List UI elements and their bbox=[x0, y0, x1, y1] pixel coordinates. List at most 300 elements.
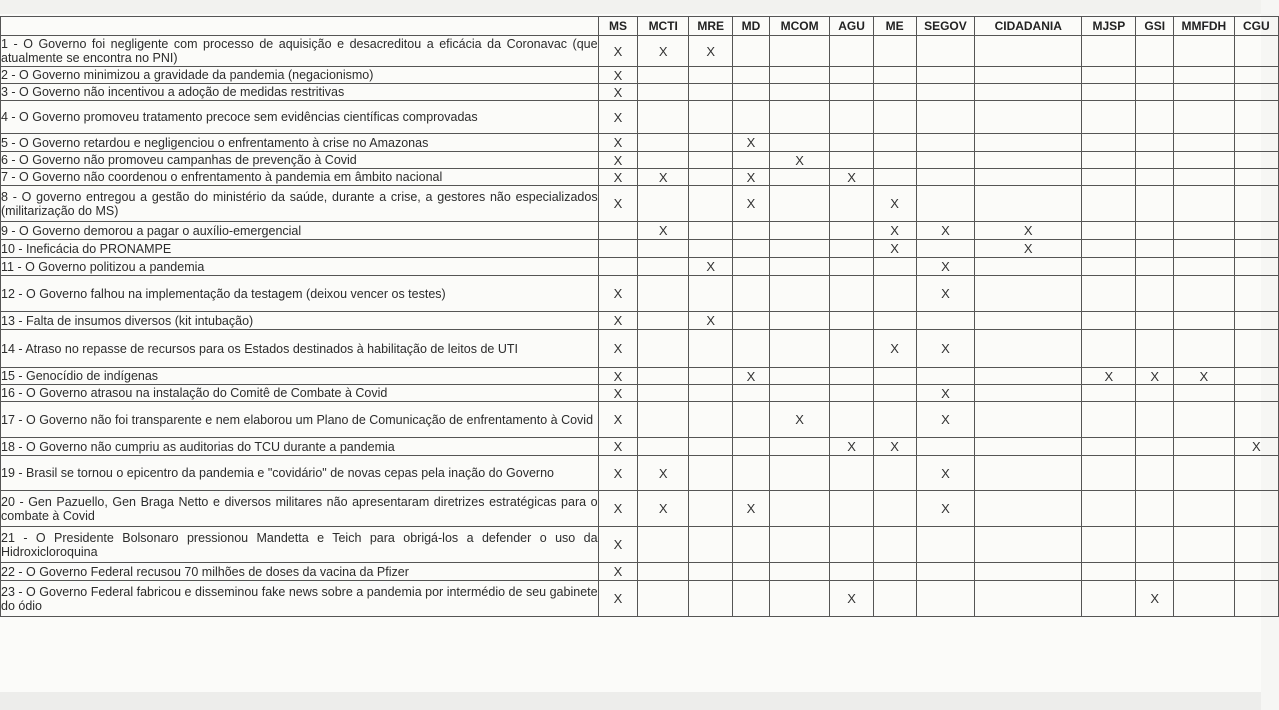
mark-cell-md bbox=[733, 438, 769, 456]
mark-cell-me bbox=[873, 152, 916, 169]
mark-cell-mjsp bbox=[1082, 456, 1136, 491]
mark-cell-cgu bbox=[1234, 222, 1278, 240]
mark-cell-mcom: X bbox=[769, 152, 830, 169]
mark-cell-me bbox=[873, 402, 916, 438]
mark-cell-me bbox=[873, 276, 916, 312]
table-row bbox=[1, 312, 1279, 330]
mark-cell-mcti bbox=[638, 84, 689, 101]
issue-text: 16 - O Governo atrasou na instalação do Comitê de Combate à Covid bbox=[1, 385, 599, 402]
mark-cell-mre bbox=[689, 169, 733, 186]
mark-cell-segov: X bbox=[916, 456, 975, 491]
mark-cell-agu bbox=[830, 152, 873, 169]
mark-cell-cidadania bbox=[975, 368, 1082, 385]
table-row bbox=[1, 438, 1279, 456]
column-header-gsi: GSI bbox=[1136, 17, 1174, 36]
mark-cell-mcti bbox=[638, 101, 689, 134]
issue-text: 15 - Genocídio de indígenas bbox=[1, 368, 599, 385]
mark-cell-ms: X bbox=[598, 402, 638, 438]
table-row bbox=[1, 368, 1279, 385]
issue-text: 4 - O Governo promoveu tratamento precoce sem evidências científicas comprovadas bbox=[1, 101, 599, 134]
mark-cell-gsi bbox=[1136, 36, 1174, 67]
issue-text: 22 - O Governo Federal recusou 70 milhões de doses da vacina da Pfizer bbox=[1, 563, 599, 581]
mark-cell-mre: X bbox=[689, 312, 733, 330]
mark-cell-cidadania bbox=[975, 402, 1082, 438]
column-header-mjsp: MJSP bbox=[1082, 17, 1136, 36]
mark-cell-mjsp bbox=[1082, 101, 1136, 134]
mark-cell-cidadania bbox=[975, 67, 1082, 84]
mark-cell-cgu bbox=[1234, 330, 1278, 368]
mark-cell-ms: X bbox=[598, 491, 638, 527]
mark-cell-mcti bbox=[638, 438, 689, 456]
mark-cell-segov bbox=[916, 581, 975, 617]
mark-cell-me bbox=[873, 169, 916, 186]
mark-cell-me bbox=[873, 258, 916, 276]
mark-cell-md bbox=[733, 456, 769, 491]
mark-cell-mmfdh bbox=[1173, 312, 1234, 330]
mark-cell-gsi bbox=[1136, 84, 1174, 101]
mark-cell-agu bbox=[830, 563, 873, 581]
mark-cell-agu bbox=[830, 258, 873, 276]
mark-cell-mcom bbox=[769, 240, 830, 258]
table-row bbox=[1, 456, 1279, 491]
mark-cell-mjsp bbox=[1082, 491, 1136, 527]
mark-cell-mre bbox=[689, 134, 733, 152]
mark-cell-mre bbox=[689, 563, 733, 581]
mark-cell-md bbox=[733, 312, 769, 330]
mark-cell-gsi bbox=[1136, 186, 1174, 222]
column-header-segov: SEGOV bbox=[916, 17, 975, 36]
mark-cell-ms: X bbox=[598, 456, 638, 491]
mark-cell-cidadania bbox=[975, 84, 1082, 101]
mark-cell-me bbox=[873, 312, 916, 330]
issue-text: 17 - O Governo não foi transparente e nem elaborou um Plano de Comunicação de enfrentamento à Covid bbox=[1, 402, 599, 438]
mark-cell-segov bbox=[916, 527, 975, 563]
mark-cell-md bbox=[733, 222, 769, 240]
mark-cell-md: X bbox=[733, 368, 769, 385]
mark-cell-gsi bbox=[1136, 101, 1174, 134]
mark-cell-ms: X bbox=[598, 527, 638, 563]
mark-cell-md: X bbox=[733, 491, 769, 527]
mark-cell-ms: X bbox=[598, 276, 638, 312]
mark-cell-mre bbox=[689, 581, 733, 617]
mark-cell-cgu bbox=[1234, 186, 1278, 222]
mark-cell-ms: X bbox=[598, 67, 638, 84]
column-header-mre: MRE bbox=[689, 17, 733, 36]
table-row bbox=[1, 258, 1279, 276]
mark-cell-mcom bbox=[769, 276, 830, 312]
mark-cell-mcti bbox=[638, 402, 689, 438]
mark-cell-mjsp bbox=[1082, 152, 1136, 169]
mark-cell-cidadania: X bbox=[975, 222, 1082, 240]
mark-cell-gsi bbox=[1136, 222, 1174, 240]
mark-cell-mcti bbox=[638, 240, 689, 258]
issue-text: 2 - O Governo minimizou a gravidade da pandemia (negacionismo) bbox=[1, 67, 599, 84]
mark-cell-gsi bbox=[1136, 438, 1174, 456]
table-row bbox=[1, 36, 1279, 67]
mark-cell-mre bbox=[689, 491, 733, 527]
mark-cell-mmfdh bbox=[1173, 456, 1234, 491]
header-corner-cell bbox=[1, 17, 599, 36]
mark-cell-ms: X bbox=[598, 84, 638, 101]
mark-cell-mcti bbox=[638, 330, 689, 368]
mark-cell-ms: X bbox=[598, 36, 638, 67]
mark-cell-mmfdh bbox=[1173, 101, 1234, 134]
mark-cell-gsi bbox=[1136, 276, 1174, 312]
mark-cell-me bbox=[873, 368, 916, 385]
table-row bbox=[1, 152, 1279, 169]
mark-cell-agu bbox=[830, 456, 873, 491]
mark-cell-mmfdh bbox=[1173, 438, 1234, 456]
column-header-cgu: CGU bbox=[1234, 17, 1278, 36]
mark-cell-mcom bbox=[769, 368, 830, 385]
mark-cell-agu: X bbox=[830, 169, 873, 186]
mark-cell-ms: X bbox=[598, 101, 638, 134]
mark-cell-me bbox=[873, 84, 916, 101]
mark-cell-mcti bbox=[638, 527, 689, 563]
mark-cell-md: X bbox=[733, 186, 769, 222]
mark-cell-cidadania bbox=[975, 186, 1082, 222]
mark-cell-mre bbox=[689, 222, 733, 240]
mark-cell-agu bbox=[830, 67, 873, 84]
mark-cell-mcom bbox=[769, 67, 830, 84]
mark-cell-cidadania bbox=[975, 330, 1082, 368]
mark-cell-md bbox=[733, 276, 769, 312]
mark-cell-mcti: X bbox=[638, 36, 689, 67]
mark-cell-mjsp bbox=[1082, 134, 1136, 152]
mark-cell-mjsp bbox=[1082, 84, 1136, 101]
mark-cell-agu bbox=[830, 240, 873, 258]
mark-cell-me: X bbox=[873, 438, 916, 456]
mark-cell-mre bbox=[689, 67, 733, 84]
mark-cell-me: X bbox=[873, 222, 916, 240]
mark-cell-mre bbox=[689, 84, 733, 101]
mark-cell-gsi bbox=[1136, 385, 1174, 402]
mark-cell-cgu bbox=[1234, 152, 1278, 169]
mark-cell-mmfdh bbox=[1173, 186, 1234, 222]
issue-text: 13 - Falta de insumos diversos (kit intubação) bbox=[1, 312, 599, 330]
mark-cell-mcti: X bbox=[638, 169, 689, 186]
mark-cell-mcti bbox=[638, 276, 689, 312]
issue-text: 18 - O Governo não cumpriu as auditorias do TCU durante a pandemia bbox=[1, 438, 599, 456]
mark-cell-gsi bbox=[1136, 456, 1174, 491]
mark-cell-agu bbox=[830, 402, 873, 438]
mark-cell-md bbox=[733, 67, 769, 84]
mark-cell-me bbox=[873, 67, 916, 84]
mark-cell-md: X bbox=[733, 169, 769, 186]
mark-cell-mjsp bbox=[1082, 186, 1136, 222]
mark-cell-ms bbox=[598, 240, 638, 258]
mark-cell-ms: X bbox=[598, 312, 638, 330]
mark-cell-mcti bbox=[638, 67, 689, 84]
mark-cell-cgu bbox=[1234, 67, 1278, 84]
mark-cell-md bbox=[733, 152, 769, 169]
mark-cell-mjsp bbox=[1082, 36, 1136, 67]
mark-cell-agu bbox=[830, 134, 873, 152]
mark-cell-ms: X bbox=[598, 330, 638, 368]
mark-cell-ms: X bbox=[598, 581, 638, 617]
mark-cell-mmfdh bbox=[1173, 385, 1234, 402]
mark-cell-mmfdh: X bbox=[1173, 368, 1234, 385]
issue-text: 11 - O Governo politizou a pandemia bbox=[1, 258, 599, 276]
issue-text: 20 - Gen Pazuello, Gen Braga Netto e diversos militares não apresentaram diretrizes estratégicas para o combate à Covid bbox=[1, 491, 599, 527]
mark-cell-segov bbox=[916, 169, 975, 186]
mark-cell-cidadania bbox=[975, 312, 1082, 330]
mark-cell-mre: X bbox=[689, 258, 733, 276]
mark-cell-mcom bbox=[769, 36, 830, 67]
mark-cell-gsi bbox=[1136, 67, 1174, 84]
mark-cell-mmfdh bbox=[1173, 581, 1234, 617]
mark-cell-mmfdh bbox=[1173, 152, 1234, 169]
mark-cell-ms bbox=[598, 258, 638, 276]
mark-cell-agu bbox=[830, 276, 873, 312]
issue-text: 23 - O Governo Federal fabricou e disseminou fake news sobre a pandemia por intermédio de seu gabinete do ódio bbox=[1, 581, 599, 617]
mark-cell-mcom bbox=[769, 491, 830, 527]
mark-cell-md bbox=[733, 330, 769, 368]
mark-cell-cidadania bbox=[975, 258, 1082, 276]
mark-cell-mcom bbox=[769, 258, 830, 276]
mark-cell-cidadania bbox=[975, 563, 1082, 581]
mark-cell-mre bbox=[689, 438, 733, 456]
mark-cell-me bbox=[873, 385, 916, 402]
mark-cell-mcom bbox=[769, 330, 830, 368]
mark-cell-me bbox=[873, 101, 916, 134]
mark-cell-mjsp bbox=[1082, 258, 1136, 276]
mark-cell-mmfdh bbox=[1173, 134, 1234, 152]
column-header-agu: AGU bbox=[830, 17, 873, 36]
table-row bbox=[1, 385, 1279, 402]
mark-cell-mcom bbox=[769, 456, 830, 491]
mark-cell-agu: X bbox=[830, 438, 873, 456]
mark-cell-ms: X bbox=[598, 152, 638, 169]
mark-cell-mmfdh bbox=[1173, 527, 1234, 563]
mark-cell-mcom bbox=[769, 385, 830, 402]
mark-cell-agu bbox=[830, 385, 873, 402]
mark-cell-gsi bbox=[1136, 330, 1174, 368]
table-row bbox=[1, 276, 1279, 312]
table-row bbox=[1, 67, 1279, 84]
mark-cell-cidadania bbox=[975, 169, 1082, 186]
table-row bbox=[1, 169, 1279, 186]
mark-cell-mcom bbox=[769, 134, 830, 152]
mark-cell-mre bbox=[689, 402, 733, 438]
mark-cell-mjsp bbox=[1082, 240, 1136, 258]
mark-cell-gsi bbox=[1136, 258, 1174, 276]
mark-cell-md bbox=[733, 563, 769, 581]
mark-cell-cgu bbox=[1234, 312, 1278, 330]
mark-cell-gsi: X bbox=[1136, 368, 1174, 385]
mark-cell-mcti: X bbox=[638, 222, 689, 240]
mark-cell-agu bbox=[830, 222, 873, 240]
mark-cell-cgu bbox=[1234, 36, 1278, 67]
mark-cell-mre bbox=[689, 101, 733, 134]
column-header-cidadania: CIDADANIA bbox=[975, 17, 1082, 36]
mark-cell-mcom bbox=[769, 84, 830, 101]
issue-text: 6 - O Governo não promoveu campanhas de prevenção à Covid bbox=[1, 152, 599, 169]
column-header-mcom: MCOM bbox=[769, 17, 830, 36]
mark-cell-mmfdh bbox=[1173, 169, 1234, 186]
table-row bbox=[1, 491, 1279, 527]
mark-cell-agu bbox=[830, 330, 873, 368]
mark-cell-agu bbox=[830, 84, 873, 101]
mark-cell-mcom bbox=[769, 186, 830, 222]
mark-cell-segov bbox=[916, 67, 975, 84]
mark-cell-mjsp bbox=[1082, 276, 1136, 312]
mark-cell-mcom bbox=[769, 101, 830, 134]
mark-cell-mre: X bbox=[689, 36, 733, 67]
mark-cell-md bbox=[733, 84, 769, 101]
table-row bbox=[1, 134, 1279, 152]
mark-cell-gsi: X bbox=[1136, 581, 1174, 617]
mark-cell-cidadania bbox=[975, 101, 1082, 134]
mark-cell-cidadania bbox=[975, 276, 1082, 312]
mark-cell-segov bbox=[916, 240, 975, 258]
mark-cell-segov bbox=[916, 563, 975, 581]
mark-cell-cgu bbox=[1234, 258, 1278, 276]
mark-cell-gsi bbox=[1136, 169, 1174, 186]
mark-cell-mcom bbox=[769, 222, 830, 240]
mark-cell-gsi bbox=[1136, 240, 1174, 258]
mark-cell-mcti bbox=[638, 186, 689, 222]
mark-cell-mmfdh bbox=[1173, 258, 1234, 276]
column-header-me: ME bbox=[873, 17, 916, 36]
mark-cell-me bbox=[873, 456, 916, 491]
mark-cell-mmfdh bbox=[1173, 84, 1234, 101]
mark-cell-cgu bbox=[1234, 527, 1278, 563]
mark-cell-gsi bbox=[1136, 527, 1174, 563]
table-header-row bbox=[1, 17, 1279, 36]
table-row bbox=[1, 330, 1279, 368]
issue-text: 19 - Brasil se tornou o epicentro da pandemia e "covidário" de novas cepas pela inação do Governo bbox=[1, 456, 599, 491]
table-row bbox=[1, 222, 1279, 240]
mark-cell-gsi bbox=[1136, 563, 1174, 581]
table-row bbox=[1, 563, 1279, 581]
mark-cell-mcti bbox=[638, 258, 689, 276]
mark-cell-ms: X bbox=[598, 169, 638, 186]
mark-cell-cgu: X bbox=[1234, 438, 1278, 456]
mark-cell-mjsp bbox=[1082, 563, 1136, 581]
mark-cell-md bbox=[733, 402, 769, 438]
mark-cell-mcti bbox=[638, 563, 689, 581]
mark-cell-mjsp bbox=[1082, 222, 1136, 240]
issue-text: 14 - Atraso no repasse de recursos para os Estados destinados à habilitação de leitos de UTI bbox=[1, 330, 599, 368]
mark-cell-mcom bbox=[769, 527, 830, 563]
mark-cell-cgu bbox=[1234, 491, 1278, 527]
issue-text: 1 - O Governo foi negligente com processo de aquisição e desacreditou a eficácia da Coronavac (que atualmente se encontra no PNI) bbox=[1, 37, 598, 65]
mark-cell-segov bbox=[916, 152, 975, 169]
mark-cell-segov: X bbox=[916, 385, 975, 402]
mark-cell-segov bbox=[916, 438, 975, 456]
mark-cell-mre bbox=[689, 240, 733, 258]
mark-cell-gsi bbox=[1136, 402, 1174, 438]
issue-text: 10 - Ineficácia do PRONAMPE bbox=[1, 240, 599, 258]
mark-cell-mcom bbox=[769, 438, 830, 456]
mark-cell-ms: X bbox=[598, 385, 638, 402]
mark-cell-ms bbox=[598, 222, 638, 240]
issue-text: 8 - O governo entregou a gestão do ministério da saúde, durante a crise, a gestores não especializados (militarização do MS) bbox=[1, 186, 599, 222]
mark-cell-mre bbox=[689, 368, 733, 385]
mark-cell-segov: X bbox=[916, 491, 975, 527]
mark-cell-me: X bbox=[873, 330, 916, 368]
mark-cell-cgu bbox=[1234, 456, 1278, 491]
mark-cell-cidadania bbox=[975, 527, 1082, 563]
mark-cell-mjsp bbox=[1082, 581, 1136, 617]
issue-text: 9 - O Governo demorou a pagar o auxílio-emergencial bbox=[1, 222, 599, 240]
mark-cell-segov: X bbox=[916, 402, 975, 438]
mark-cell-ms: X bbox=[598, 186, 638, 222]
mark-cell-me bbox=[873, 134, 916, 152]
mark-cell-segov bbox=[916, 186, 975, 222]
page-top-margin bbox=[0, 0, 1261, 14]
mark-cell-agu: X bbox=[830, 581, 873, 617]
mark-cell-cidadania bbox=[975, 491, 1082, 527]
mark-cell-mre bbox=[689, 385, 733, 402]
mark-cell-md bbox=[733, 385, 769, 402]
mark-cell-cgu bbox=[1234, 240, 1278, 258]
mark-cell-ms: X bbox=[598, 368, 638, 385]
mark-cell-cgu bbox=[1234, 276, 1278, 312]
mark-cell-cgu bbox=[1234, 385, 1278, 402]
table-row bbox=[1, 240, 1279, 258]
mark-cell-mcti bbox=[638, 368, 689, 385]
mark-cell-mre bbox=[689, 456, 733, 491]
mark-cell-cidadania bbox=[975, 385, 1082, 402]
mark-cell-mjsp bbox=[1082, 330, 1136, 368]
mark-cell-mre bbox=[689, 152, 733, 169]
mark-cell-mcti: X bbox=[638, 491, 689, 527]
mark-cell-segov bbox=[916, 312, 975, 330]
table-row bbox=[1, 527, 1279, 563]
mark-cell-mjsp: X bbox=[1082, 368, 1136, 385]
mark-cell-cgu bbox=[1234, 84, 1278, 101]
mark-cell-mmfdh bbox=[1173, 67, 1234, 84]
mark-cell-mcom bbox=[769, 563, 830, 581]
mark-cell-segov bbox=[916, 368, 975, 385]
mark-cell-segov bbox=[916, 84, 975, 101]
mark-cell-cidadania bbox=[975, 438, 1082, 456]
mark-cell-cidadania bbox=[975, 456, 1082, 491]
mark-cell-segov: X bbox=[916, 276, 975, 312]
mark-cell-segov bbox=[916, 134, 975, 152]
mark-cell-md bbox=[733, 527, 769, 563]
mark-cell-agu bbox=[830, 491, 873, 527]
mark-cell-gsi bbox=[1136, 152, 1174, 169]
mark-cell-mcti bbox=[638, 152, 689, 169]
mark-cell-mcti bbox=[638, 134, 689, 152]
mark-cell-agu bbox=[830, 527, 873, 563]
mark-cell-agu bbox=[830, 368, 873, 385]
table-row bbox=[1, 186, 1279, 222]
mark-cell-agu bbox=[830, 36, 873, 67]
mark-cell-mcom bbox=[769, 312, 830, 330]
mark-cell-mjsp bbox=[1082, 438, 1136, 456]
mark-cell-mre bbox=[689, 330, 733, 368]
mark-cell-md: X bbox=[733, 134, 769, 152]
page-bottom-margin bbox=[0, 692, 1261, 710]
mark-cell-mcti: X bbox=[638, 456, 689, 491]
mark-cell-cgu bbox=[1234, 368, 1278, 385]
mark-cell-mmfdh bbox=[1173, 330, 1234, 368]
mark-cell-me bbox=[873, 581, 916, 617]
column-header-ms: MS bbox=[598, 17, 638, 36]
mark-cell-gsi bbox=[1136, 491, 1174, 527]
mark-cell-cgu bbox=[1234, 169, 1278, 186]
mark-cell-cidadania bbox=[975, 134, 1082, 152]
mark-cell-mcom bbox=[769, 581, 830, 617]
mark-cell-mmfdh bbox=[1173, 240, 1234, 258]
mark-cell-me bbox=[873, 563, 916, 581]
mark-cell-cgu bbox=[1234, 134, 1278, 152]
mark-cell-mre bbox=[689, 276, 733, 312]
